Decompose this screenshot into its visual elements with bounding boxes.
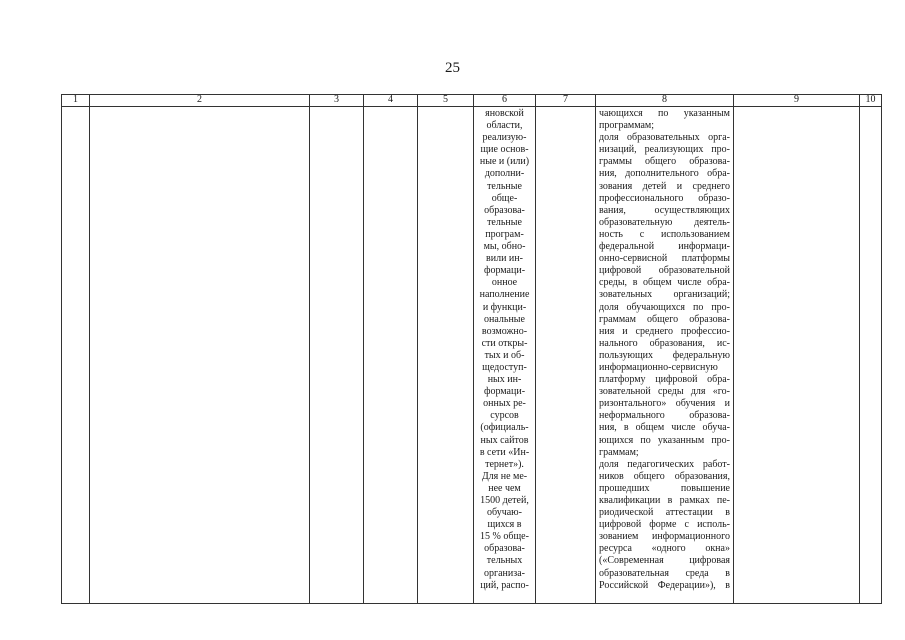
col6-line: дополни- [484, 168, 525, 180]
col6-line: Для не ме- [481, 470, 528, 482]
col8-word: осуществляющих [654, 204, 730, 216]
col8-word: чающихся [599, 108, 643, 119]
col6-line: области, [486, 120, 523, 132]
col8-word: в [667, 495, 673, 506]
col8-word: ность [599, 228, 623, 240]
col8-word: в [725, 579, 730, 591]
col8-word: среднего [692, 180, 730, 192]
col8-line [599, 410, 730, 422]
col8-line [599, 507, 730, 519]
col8-word: общего [633, 470, 665, 482]
column-header: 5 [418, 95, 474, 107]
col6-line: тернет»). [485, 458, 524, 470]
col8-word: использованием [661, 228, 730, 240]
col8-word: в [632, 277, 638, 289]
col8-word: доля [599, 301, 619, 313]
col8-word: ния [599, 325, 615, 337]
col8-word: окна» [705, 543, 730, 555]
col8-line [599, 568, 730, 580]
col8-word: ющихся [599, 434, 634, 446]
col8-line [599, 302, 730, 314]
col8-line [599, 108, 730, 120]
col8-word: ризонтального» [599, 398, 667, 410]
col8-word: по [640, 434, 651, 446]
col8-line [599, 229, 730, 241]
col8-word: доля [599, 458, 619, 470]
col8-line [599, 543, 730, 555]
col8-word: граммы [599, 156, 632, 168]
col8-word: онно-сервисной [599, 253, 668, 265]
col8-word: рамках [679, 495, 710, 506]
column-header: 9 [734, 95, 860, 107]
col8-word: риодической [599, 507, 654, 519]
col8-word: указанным [657, 434, 705, 446]
column-header: 10 [860, 95, 882, 107]
col8-line [599, 555, 730, 567]
col8-word: образовательная [599, 567, 669, 579]
col6-line: формаци- [483, 386, 526, 398]
cell-col-6 [474, 107, 536, 604]
col8-word: ис- [716, 337, 730, 349]
col8-line [599, 519, 730, 531]
col6-line: тых и об- [484, 349, 525, 361]
col8-line [599, 471, 730, 483]
col8-word: числе [677, 277, 702, 289]
col8-word: орга- [708, 132, 730, 144]
col8-word: и [676, 180, 683, 192]
col8-line [599, 398, 730, 410]
col8-word: доля [599, 132, 619, 144]
col8-word: в [623, 422, 629, 434]
col6-line: обще- [491, 192, 518, 204]
col8-line [599, 144, 730, 156]
col8-line: информационно-сервисную [599, 361, 718, 373]
col8-word: деятель- [694, 216, 730, 228]
col8-line [599, 580, 730, 592]
col6-line: яновской [485, 108, 524, 119]
col8-line [599, 350, 730, 362]
col8-word: образова- [689, 410, 730, 422]
col8-word: платформу [599, 374, 646, 386]
col8-word: среднего [635, 325, 673, 337]
col8-word: зованием [599, 531, 639, 543]
col6-line: тельные [487, 216, 522, 228]
cell-col-1 [62, 107, 90, 604]
col8-word: в [725, 567, 730, 579]
col8-word: федеральной [599, 241, 655, 253]
col6-line: формаци- [483, 265, 526, 277]
col8-word: цифровая [689, 555, 730, 567]
cell-col-10 [860, 107, 882, 604]
col8-word: прошедших [599, 482, 650, 494]
col8-word: указанным [683, 108, 730, 119]
col8-word: («Современная [599, 555, 664, 567]
cell-col-7 [536, 107, 596, 604]
col8-word: низаций, [599, 144, 637, 156]
cell-col-5 [418, 107, 474, 604]
col8-word: цифровой [599, 519, 642, 531]
col6-line: сурсов [490, 410, 519, 422]
column-header: 1 [62, 95, 90, 107]
col8-line [599, 277, 730, 289]
col8-word: ния, [599, 422, 617, 434]
cell-col-2 [90, 107, 310, 604]
col6-line: в сети «Ин- [479, 446, 530, 458]
col8-word: дополнительного [625, 168, 699, 180]
col8-word: «одного [651, 543, 686, 555]
col8-word: пе- [716, 495, 730, 506]
col8-word: профессио- [680, 325, 730, 337]
col8-word: про- [711, 144, 730, 156]
col8-word: числе [671, 422, 696, 434]
col8-word: среды, [599, 277, 628, 289]
col6-line: онных ре- [483, 398, 526, 410]
col8-line [599, 205, 730, 217]
col8-word: обучающихся [626, 301, 685, 313]
col8-word: с [684, 519, 689, 531]
col8-word: детей [642, 180, 667, 192]
col6-line: и функци- [482, 301, 527, 313]
col8-word: федеральную [672, 349, 730, 361]
col8-word: в [725, 507, 730, 519]
col8-line [599, 168, 730, 180]
col8-word: профессионального [599, 192, 684, 204]
col8-word: информационного [652, 531, 730, 543]
col6-line: онное [491, 277, 518, 289]
col8-word: зовательной [599, 386, 651, 398]
col8-line [599, 253, 730, 265]
col6-line: сти откры- [481, 337, 528, 349]
col8-word: общем [635, 422, 665, 434]
col8-word: по [692, 301, 704, 313]
col6-text [475, 108, 534, 592]
col8-word: пользующих [599, 349, 654, 361]
column-header: 4 [364, 95, 418, 107]
col8-word: квалификации [599, 495, 661, 506]
col8-word: Российской [599, 579, 649, 591]
col8-word: вания, [599, 204, 626, 216]
col8-word: среды [658, 386, 684, 398]
col6-line: вили ин- [486, 253, 523, 265]
col8-word: цифровой [655, 374, 698, 386]
col8-line: граммам; [599, 446, 639, 458]
col8-line [599, 265, 730, 277]
col8-word: платформы [681, 253, 730, 265]
col8-line [599, 422, 730, 434]
col8-word: образова- [689, 156, 730, 168]
col8-line [599, 314, 730, 326]
col8-word: образовательную [599, 216, 673, 228]
col8-line [599, 326, 730, 338]
col8-line [599, 495, 730, 507]
column-header-row [62, 95, 882, 107]
cell-col-4 [364, 107, 418, 604]
col8-word: общего [647, 313, 679, 325]
col8-word: аттестации [665, 507, 713, 519]
col8-word: обра- [707, 277, 730, 289]
col8-word: образова- [689, 313, 730, 325]
col8-line [599, 156, 730, 168]
column-header: 2 [90, 95, 310, 107]
col8-word: обучения [675, 398, 716, 410]
col6-line: реализую- [482, 132, 527, 144]
cell-col-9 [734, 107, 860, 604]
col6-line: програм- [485, 228, 524, 240]
col8-word: форме [649, 519, 677, 531]
col6-line: ональные [484, 313, 525, 325]
col6-line: образова- [484, 543, 525, 555]
cell-col-3 [310, 107, 364, 604]
col6-line: щие основ- [480, 144, 529, 156]
col6-line: щихся в [487, 519, 522, 531]
col8-word: граммам [599, 313, 636, 325]
col6-line: тельных [486, 555, 523, 567]
page-number: 25 [445, 60, 460, 76]
col8-word: обра- [707, 168, 730, 180]
col8-word: образо- [698, 192, 730, 204]
col8-line [599, 217, 730, 229]
col8-word: с [639, 228, 645, 240]
col6-line: наполнение [479, 289, 530, 301]
col8-word: цифровой [599, 265, 642, 277]
col8-word: про- [711, 301, 730, 313]
col8-word: нального [599, 337, 638, 349]
col6-line: обучаю- [487, 507, 522, 519]
col8-word: исполь- [697, 519, 730, 531]
col8-word: повышение [680, 482, 730, 494]
col8-word: ников [599, 470, 624, 482]
col8-line [599, 193, 730, 205]
table-row [62, 107, 882, 604]
col8-word: ния, [599, 168, 617, 180]
col8-word: ресурса [599, 543, 632, 555]
col6-line: ных ин- [487, 374, 522, 386]
column-header: 8 [596, 95, 734, 107]
col8-line: программам; [599, 120, 655, 132]
col6-line: возможно- [481, 325, 528, 337]
col6-line: нее чем [488, 482, 521, 494]
col8-word: образования, [674, 470, 730, 482]
cell-col-8 [596, 107, 734, 604]
col8-word: обра- [707, 374, 730, 386]
col8-word: общем [643, 277, 672, 289]
col8-word: и [622, 325, 628, 337]
col8-word: информаци- [678, 241, 730, 253]
col8-word: общего [645, 156, 677, 168]
col8-line [599, 181, 730, 193]
col8-word: реализующих [644, 144, 704, 156]
col8-word: обуча- [702, 422, 730, 434]
col6-line: щедоступ- [482, 361, 527, 373]
col6-line: ций, распо- [480, 579, 529, 591]
col8-line [599, 386, 730, 398]
col8-word: педагогических [627, 458, 695, 470]
col8-word: «го- [712, 386, 730, 398]
col6-line: ные и (или) [479, 156, 530, 168]
col6-line: мы, обно- [483, 241, 526, 253]
col8-word: неформального [599, 410, 665, 422]
col8-word: для [690, 386, 706, 398]
col8-line [599, 531, 730, 543]
col8-text [599, 108, 730, 592]
col8-line [599, 241, 730, 253]
col8-word: среда [685, 567, 709, 579]
col8-line [599, 435, 730, 447]
col6-line: 1500 детей, [480, 495, 529, 506]
col6-line: ных сайтов [480, 434, 529, 446]
col6-line: тельные [487, 180, 522, 192]
col8-word: образовательной [658, 265, 730, 277]
col8-line [599, 374, 730, 386]
col6-line: (официаль- [480, 422, 529, 434]
col8-line [599, 338, 730, 350]
column-header: 6 [474, 95, 536, 107]
col8-line [599, 483, 730, 495]
col8-line [599, 459, 730, 471]
col6-line: организа- [484, 567, 525, 579]
column-header: 3 [310, 95, 364, 107]
column-header: 7 [536, 95, 596, 107]
col8-word: работ- [702, 458, 730, 470]
col8-word: и [724, 398, 730, 410]
col6-line: образова- [484, 204, 525, 216]
col8-word: Федерации»), [657, 579, 716, 591]
col8-word: образовательных [627, 132, 700, 144]
document-table [61, 94, 882, 604]
col8-word: зования [599, 180, 633, 192]
col6-line: 15 % обще- [480, 531, 529, 543]
col8-word: по [658, 108, 669, 119]
col8-word: про- [711, 434, 730, 446]
col8-line [599, 132, 730, 144]
col8-line: зовательных организаций; [599, 289, 730, 301]
col8-word: образования, [649, 337, 705, 349]
